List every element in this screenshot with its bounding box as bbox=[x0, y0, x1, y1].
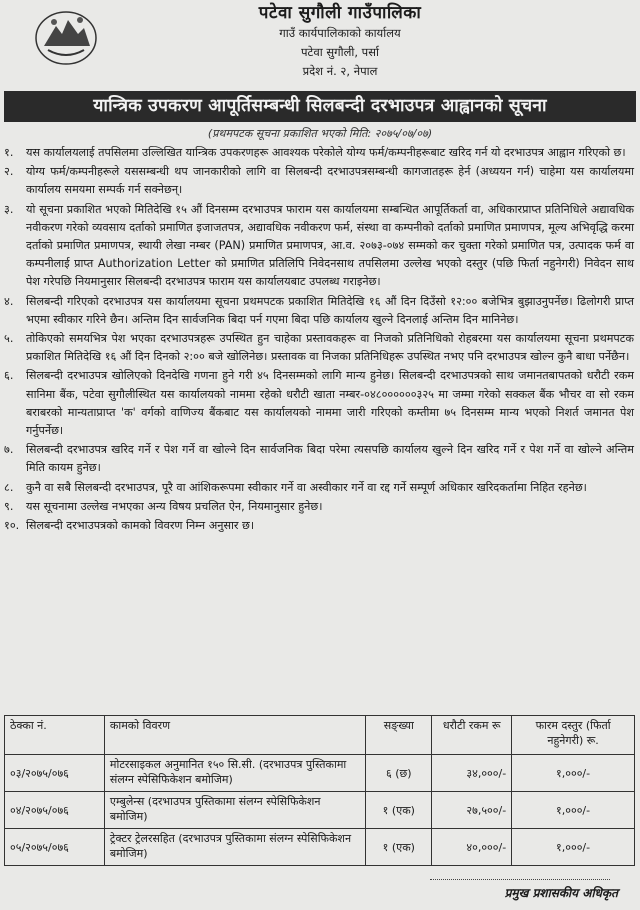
nepal-emblem-icon bbox=[34, 8, 98, 66]
cell-deposit: ३४,०००/- bbox=[432, 755, 512, 792]
col-quantity: सङ्ख्या bbox=[366, 716, 432, 755]
cell-contract: ०४/२०७५/०७६ bbox=[5, 792, 105, 829]
notice-title: यान्त्रिक उपकरण आपूर्तिसम्बन्धी सिलबन्दी दरभाउपत्र आह्वानको सूचना bbox=[4, 91, 636, 122]
list-item: १. यस कार्यालयलाई तपसिलमा उल्लिखित यान्त्रिक उपकरणहरू आवश्यक परेकोले योग्य फर्म/कम्पनीहरूबाट खरिद गर्न यो दरभाउपत्र आह्वान गरिएको छ। bbox=[4, 146, 626, 159]
cell-description: एम्बुलेन्स (दरभाउपत्र पुस्तिकामा संलग्न स्पेसिफिकेशन बमोजिम) bbox=[104, 792, 365, 829]
col-deposit: धरौटी रकम रू bbox=[432, 716, 512, 755]
table-row bbox=[5, 792, 635, 829]
cell-deposit: ४०,०००/- bbox=[432, 829, 512, 866]
table-row bbox=[5, 829, 635, 866]
list-item: ९. यस सूचनामा उल्लेख नभएका अन्य विषय प्रचलित ऐन, नियमानुसार हुनेछ। bbox=[4, 499, 323, 513]
cell-contract: ०५/२०७५/०७६ bbox=[5, 829, 105, 866]
list-item: ३. यो सूचना प्रकाशित भएको मितिदेखि १५ औं दिनसम्म दरभाउपत्र फाराम यस कार्यालयमा सम्बन्धित आपूर्तिकर्ता वा, अधिकारप्राप्त प्रतिनिधिले अद्यावधिक नवीकरण गरेको व्यवसाय दर्ताको प्रमाणित इजाजतपत्र, अद्यावधिक नवीकरण फर्म, संस्था वा कम्पनीको दर्ताको प्रमाणित प्रमाणपत्र, मूल्य अभिवृद्धि करमा दर्ताको प्रमाणित प्रमाणपत्र, स्थायी लेखा नम्बर (PAN) प्रमाणित प्रमाणपत्र, आ.व. २०७३-०७४ सम्मको कर चुक्ता गरेको प्रमाणित पत्र, उत्पादक फर्म वा कम्पनीलाई प्राप्त Authorization Letter को प्रमाणित प्रतिलिपि निवेदनसाथ तपसिलमा उल्लेख भएको दस्तुर (पछि फिर्ता नहुनेगरी) निवेदन साथ पेश गरेपछि नियमानुसार सिलबन्दी दरभाउपत्र फाराम यस कार्यालयबाट उपलब्ध गराइनेछ। bbox=[4, 202, 634, 289]
cell-description: मोटरसाइकल अनुमानित १५० सि.सी. (दरभाउपत्र पुस्तिकामा संलग्न स्पेसिफिकेशन बमोजिम) bbox=[104, 755, 365, 792]
published-date: (प्रथमपटक सूचना प्रकाशित भएको मिति: २०७५/०७/०७) bbox=[207, 127, 433, 140]
office-location: पटेवा सुगौली, पर्सा bbox=[301, 45, 379, 59]
cell-quantity: ६ (छ) bbox=[366, 755, 432, 792]
col-contract: ठेक्का नं. bbox=[5, 716, 105, 755]
signature-line bbox=[430, 879, 610, 880]
cell-quantity: १ (एक) bbox=[366, 829, 432, 866]
signature-title: प्रमुख प्रशासकीय अधिकृत bbox=[504, 886, 618, 900]
list-item: ५. तोकिएको समयभित्र पेश भएका दरभाउपत्रहरू उपस्थित हुन चाहेका प्रस्तावकहरू वा निजको प्रतिनिधिको रोहबरमा यस कार्यालयमा सूचना प्रथमपटक प्रकाशित मितिदेखि १६ औं दिन दिनको २:०० बजे खोलिनेछ। प्रस्तावक वा निजका प्रतिनिधिहरू उपस्थित नभए पनि दरभाउपत्र खोल्न कुनै बाधा पर्नेछैन। bbox=[4, 332, 634, 364]
office-header bbox=[140, 2, 540, 81]
cell-fee: १,०००/- bbox=[512, 755, 635, 792]
col-description: कामको विवरण bbox=[104, 716, 365, 755]
table-row bbox=[5, 755, 635, 792]
notice-items bbox=[4, 144, 634, 536]
cell-fee: १,०००/- bbox=[512, 792, 635, 829]
list-item: ८. कुनै वा सबै सिलबन्दी दरभाउपत्र, पूरै वा आंशिकरूपमा स्वीकार गर्ने वा अस्वीकार गर्ने वा रद्द गर्ने सम्पूर्ण अधिकार खरिदकर्तामा निहित रहनेछ। bbox=[4, 480, 587, 494]
cell-fee: १,०००/- bbox=[512, 829, 635, 866]
office-province: प्रदेश नं. २, नेपाल bbox=[302, 64, 378, 78]
list-item: ७. सिलबन्दी दरभाउपत्र खरिद गर्ने र पेश गर्ने वा खोल्ने दिन सार्वजनिक बिदा परेमा त्यसपछि कार्यालय खुल्ने दिन खरिद गर्ने र पेश गर्ने वा खोल्ने अन्तिम मिति कायम हुनेछ। bbox=[4, 443, 634, 475]
list-item: ४. सिलबन्दी गरिएको दरभाउपत्र यस कार्यालयमा सूचना प्रथमपटक प्रकाशित मितिदेखि १६ औं दिन दिउँसो १२:०० बजेभित्र बुझाउनुपर्नेछ। ढिलोगरी प्राप्त भएमा स्वीकार गरिने छैन। अन्तिम दिन सार्वजनिक बिदा पर्न गएमा बिदा पछि कार्यालय खुल्ने दिनलाई अन्तिम दिन मानिनेछ। bbox=[4, 294, 634, 326]
office-name: पटेवा सुगौली गाउँपालिका bbox=[258, 3, 422, 23]
list-item: २. योग्य फर्म/कम्पनीहरूले यससम्बन्धी थप जानकारीको लागि वा सिलबन्दी दरभाउपत्रसम्बन्धी कागजातहरू हेर्न (अध्ययन गर्न) चाहेमा यस कार्यालयमा कार्यालय समयमा सम्पर्क गर्न सक्नेछन्। bbox=[4, 165, 634, 197]
office-subtitle: गाउँ कार्यपालिकाको कार्यालय bbox=[279, 26, 401, 40]
cell-deposit: २७,५००/- bbox=[432, 792, 512, 829]
col-fee: फारम दस्तुर (फिर्ता नहुनेगरी) रू. bbox=[512, 716, 635, 755]
table-header-row bbox=[5, 716, 635, 755]
list-item: १०. सिलबन्दी दरभाउपत्रको कामको विवरण निम्न अनुसार छ। bbox=[4, 519, 255, 533]
contracts-table bbox=[4, 715, 635, 866]
list-item: ६. सिलबन्दी दरभाउपत्र खोलिएको दिनदेखि गणना हुने गरी ४५ दिनसम्मको लागि मान्य हुनेछ। सिलबन्दी दरभाउपत्रको साथ जमानतबापतको धरौटी रकम सानिमा बैंक, पटेवा सुगौलीस्थित यस कार्यालयको नाममा रहेको धरौटी खाता नम्बर-०४८००००००३२५ मा जम्मा गरेको सक्कल बैंक भौचर वा सो रकम बराबरको मान्यताप्राप्त 'क' वर्गको वाणिज्य बैंकबाट यस कार्यालयको नाममा जारी गरिएको कम्तीमा ७५ दिनसम्म मान्य भएको निशर्त जमानत पेश गर्नुपर्नेछ। bbox=[4, 369, 634, 438]
cell-contract: ०३/२०७५/०७६ bbox=[5, 755, 105, 792]
cell-quantity: १ (एक) bbox=[366, 792, 432, 829]
cell-description: ट्रेक्टर ट्रेलरसहित (दरभाउपत्र पुस्तिकामा संलग्न स्पेसिफिकेशन बमोजिम) bbox=[104, 829, 365, 866]
